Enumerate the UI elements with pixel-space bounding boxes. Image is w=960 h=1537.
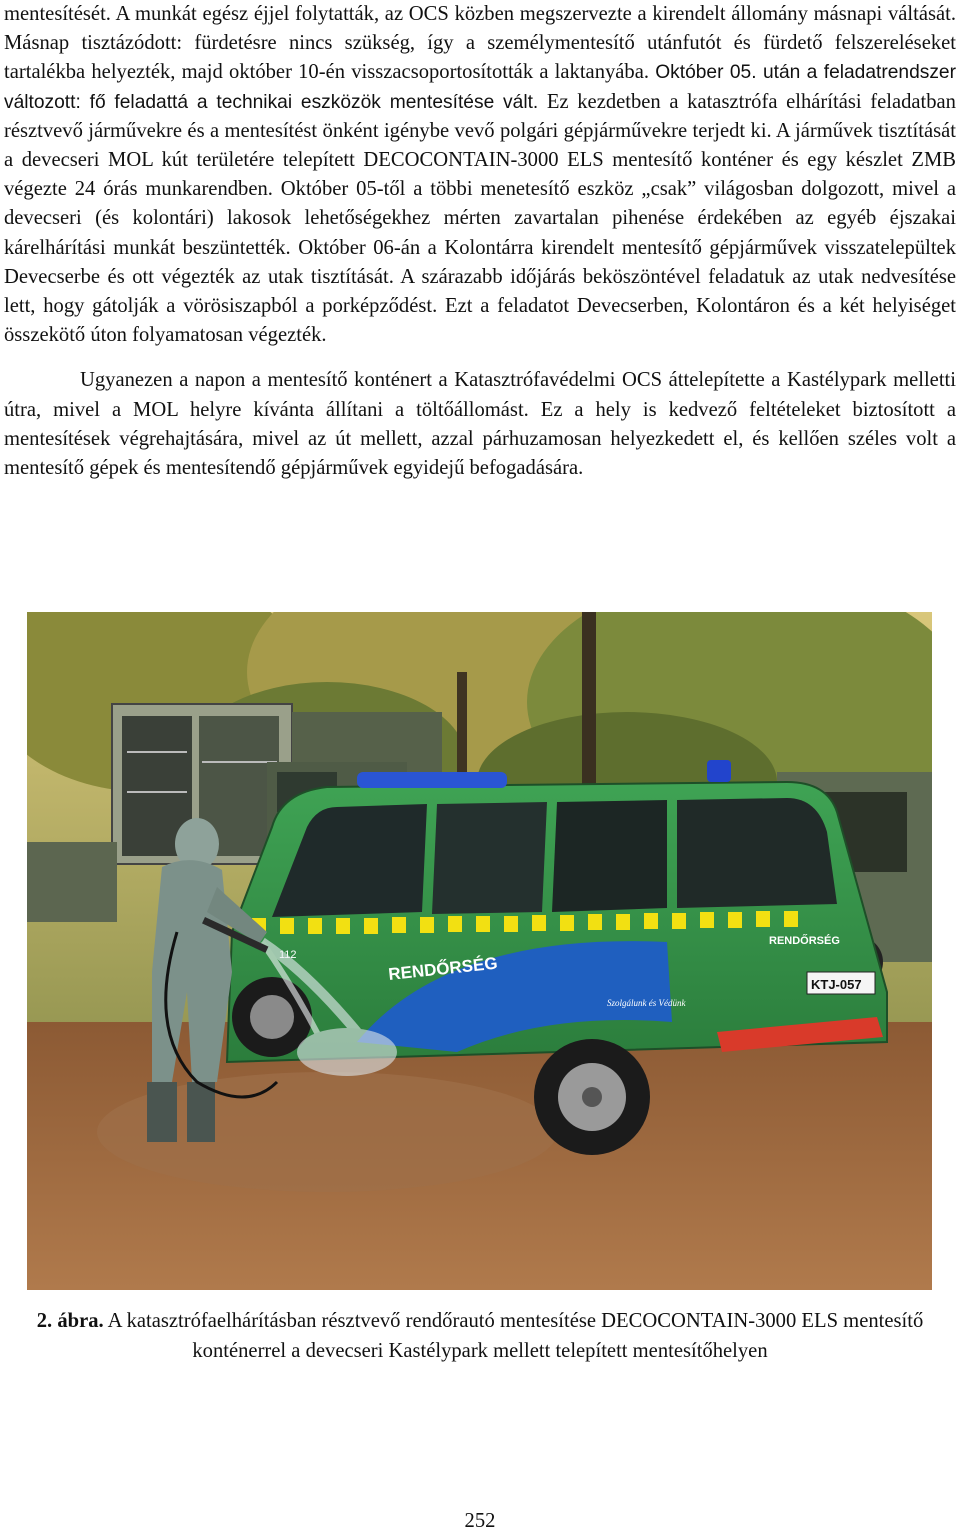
paragraph-1 [4,0,956,350]
license-plate: KTJ-057 [811,977,862,992]
paragraph-1-part-3: Ez kezdetben a katasztrófa elhárítási feladatban résztvevő járművekre és a mentesítést önként igénybe vevő polgári gépjárművekre terjedt ki. A járművek tisztítását a devecseri MOL kút területére telepített DECOCONTAIN-3000 ELS mentesítő konténer és egy készlet ZMB végezte 24 órás munkarendben. Október 05-től a többi menetesítő eszköz „csak” világosban dolgozott, mivel a devecseri (és kolontári) lakosok lehetőségekhez mérten zavartalan pihenése érdekében az egyéb éjszakai kárelhárítási munkát beszüntették. Október 06-án a Kolontárra kirendelt mentesítő gépjárművek visszatelepültek Devecserbe és ott végezték az utak tisztítását. A szárazabb időjárás beköszöntével feladatuk az utak nedvesítése lett, hogy gátolják a vörösiszapból a porképződést. Ezt a feladatot Devecserben, Kolontáron és a két helyiséget összekötő úton folyamatosan végezték. [4,90,956,347]
paragraph-2: Ugyanezen a napon a mentesítő konténert a Katasztrófavédelmi OCS áttelepítette a Kastélypark melletti útra, mivel a MOL helyre kívánta állítani a töltőállomást. Ez a hely is kedvező feltételeket biztosított a mentesítések végrehajtására, mivel az út mellett, azzal párhuzamosan helyezkedett el, és kellően széles volt a mentesítő gépek és mentesítendő gépjárművek egyidejű befogadására. [4,369,956,480]
document-body [4,0,956,483]
figure-photo [27,612,932,1290]
figure-caption-text: A katasztrófaelhárításban résztvevő rendőrautó mentesítése DECOCONTAIN-3000 ELS mentesítő konténerrel a devecseri Kastélypark mellett telepített mentesítőhelyen [103,1310,924,1362]
paragraph-1-part-2: Október 05. után a feladatrendszer változott: fő feladattá a technikai eszközök mentesítése vált. [4,62,956,113]
van-lettering-rear: RENDŐRSÉG [769,935,840,947]
figure-caption-label: 2. ábra. [36,1310,104,1332]
figure-caption [0,1306,960,1366]
page-number: 252 [464,1510,496,1532]
van-lettering: RENDŐRSÉG [387,953,499,984]
van-slogan: Szolgálunk és Védünk [607,998,686,1008]
van-number: 112 [279,949,297,961]
paragraph-1-part-1: mentesítését. A munkát egész éjjel folytatták, az OCS közben megszervezte a kirendelt állomány másnapi váltását. Másnap tisztázódott: fürdetésre nincs szükség, így a személymentesítő utánfutót és fürdető felszereléseket tartalékba helyezték, majd október 10-én visszacsoportosították a laktanyába. [4,3,956,84]
